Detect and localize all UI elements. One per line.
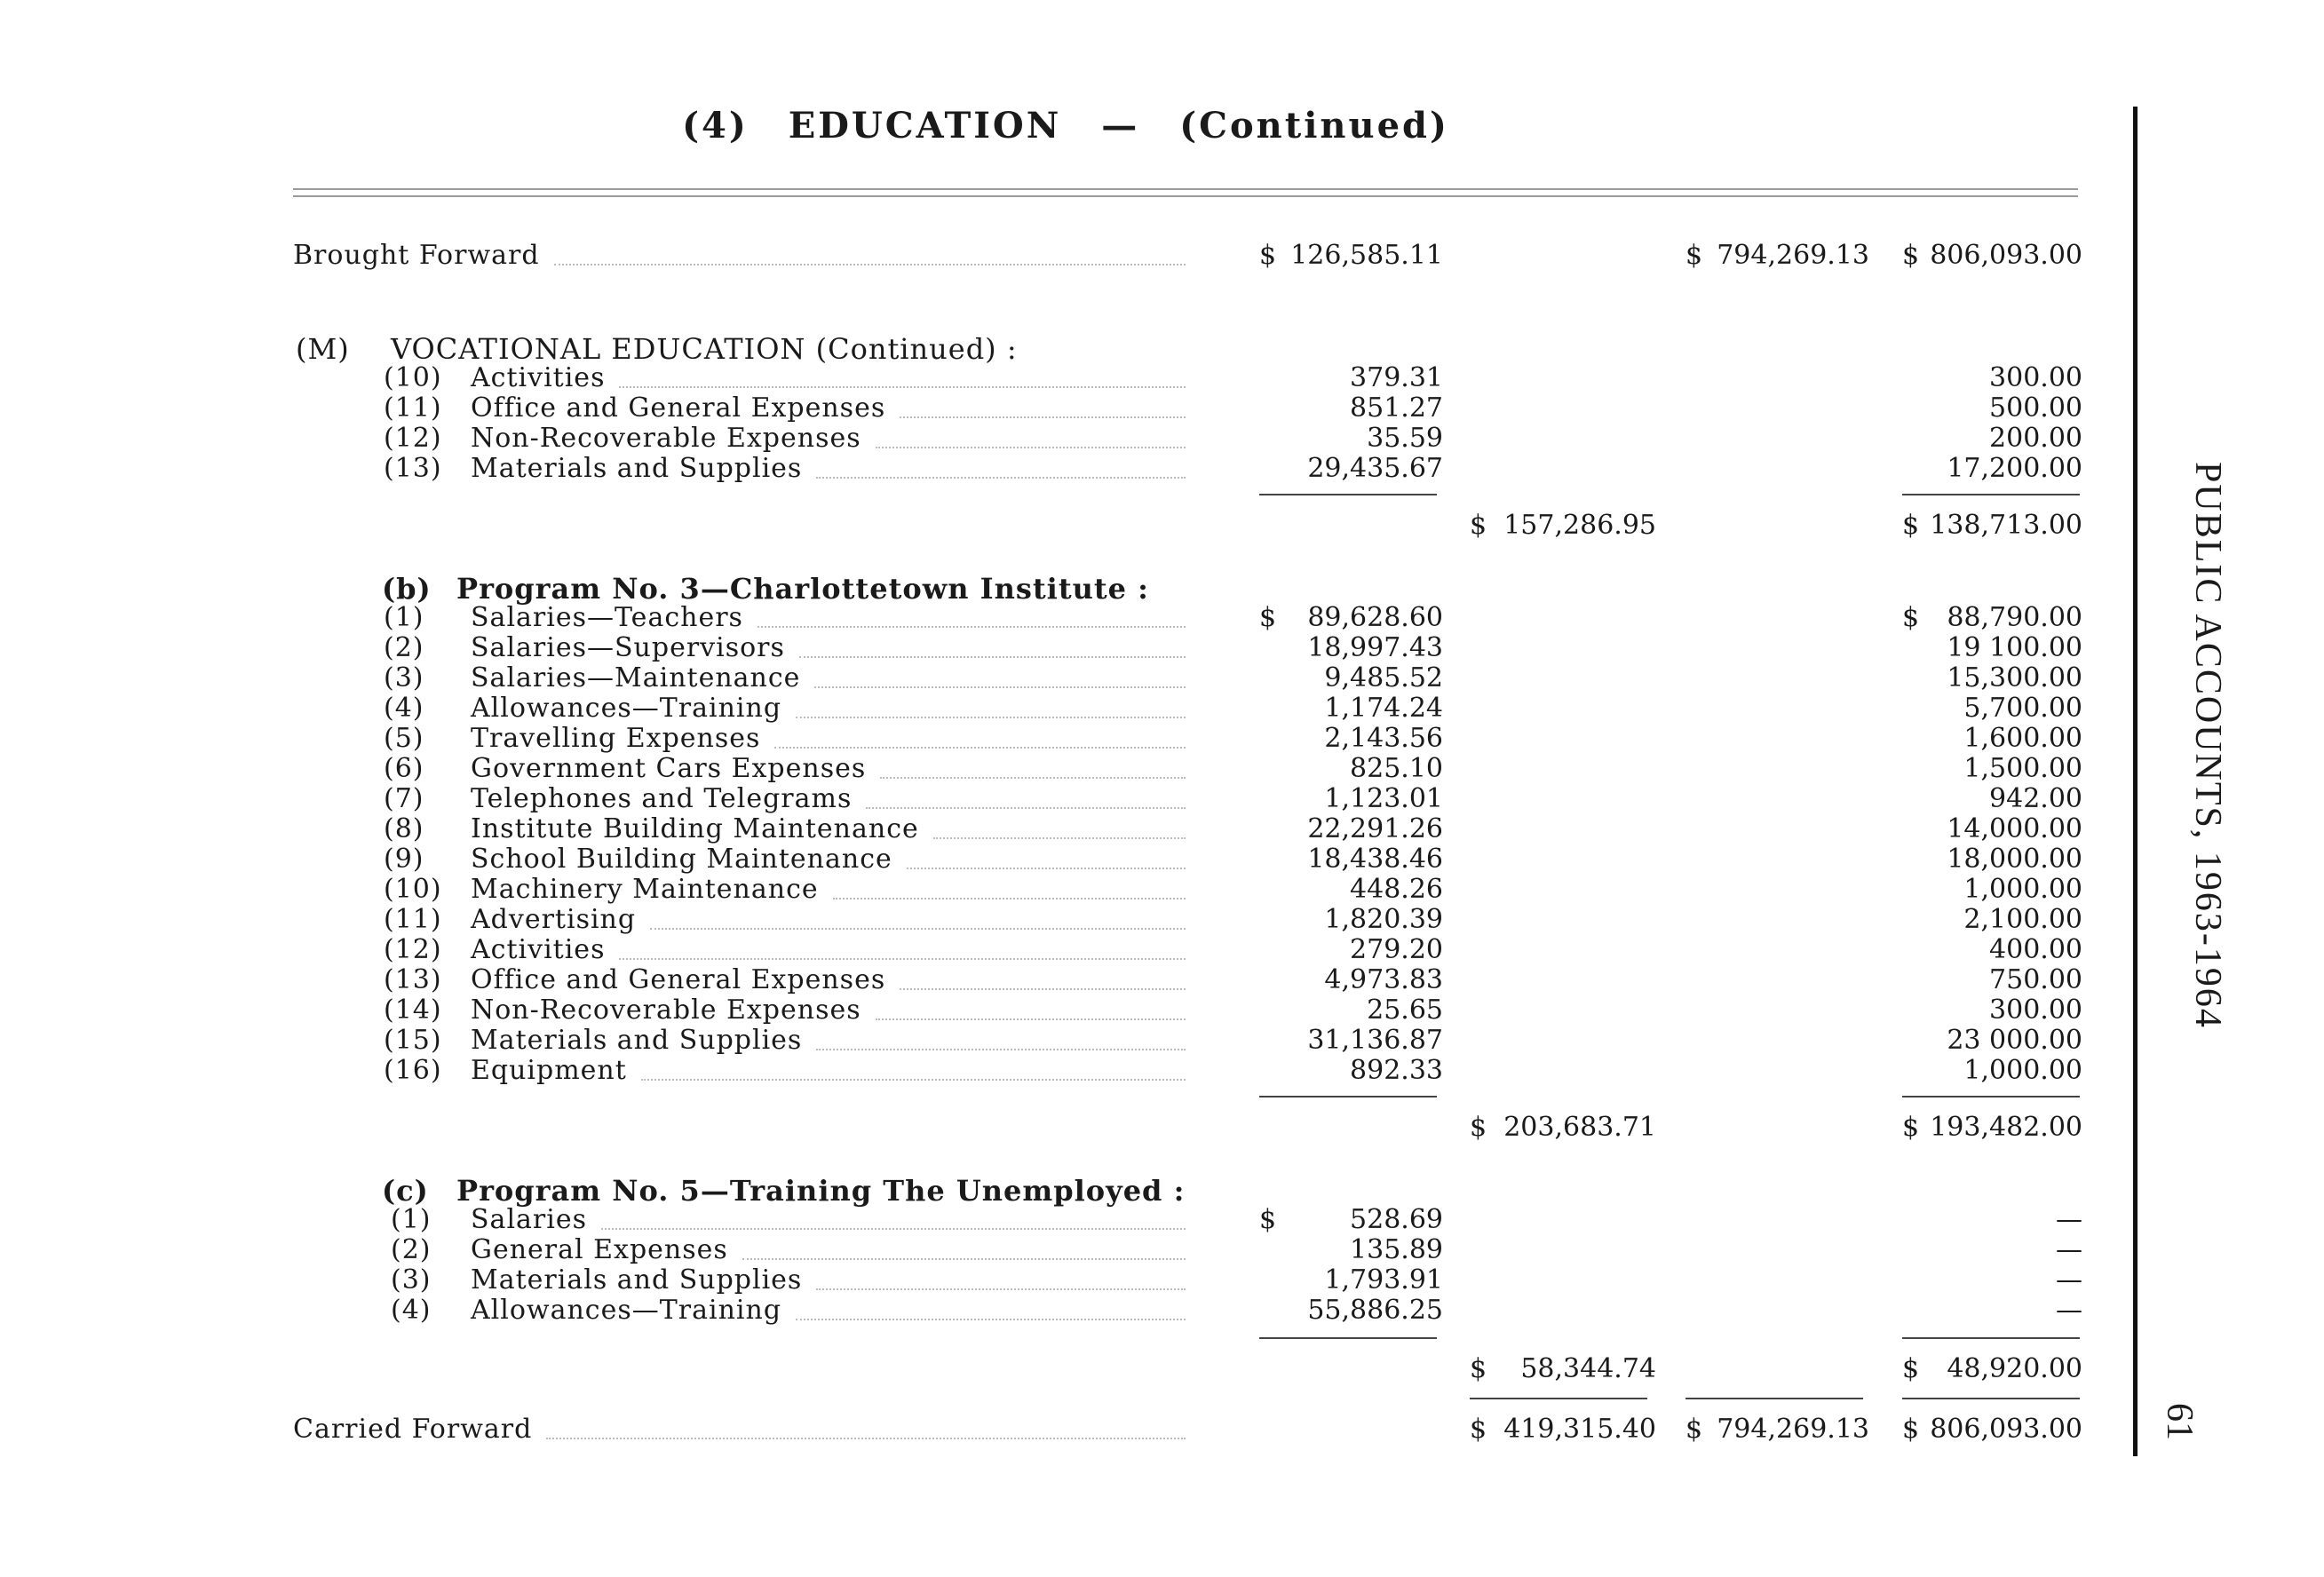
subtotal-rule — [1902, 1096, 2080, 1098]
amount-col1: 29,435.67 — [1307, 453, 1443, 484]
currency-sign: $ — [1259, 1204, 1277, 1235]
amount-col1: 851.27 — [1350, 392, 1443, 424]
line-item-row — [0, 632, 2131, 662]
item-number: (11) — [384, 904, 442, 935]
amount-col4: 14,000.00 — [1947, 813, 2082, 844]
title-continued: (Continued) — [1179, 105, 1449, 147]
amount-col4: 942.00 — [1989, 783, 2082, 814]
item-label: Allowances—Training — [471, 693, 782, 724]
item-number: (1) — [384, 602, 424, 633]
currency-sign: $ — [1902, 510, 1920, 541]
amount-col4: 806,093.00 — [1930, 240, 2082, 271]
item-number: (14) — [384, 995, 442, 1026]
section-heading-vocational — [0, 332, 2131, 366]
currency-sign: $ — [1902, 1414, 1920, 1445]
item-label: Materials and Supplies — [471, 453, 803, 484]
amount-col4: 806,093.00 — [1930, 1414, 2082, 1445]
leader-dots — [866, 807, 1186, 809]
amount-col4: 19 100.00 — [1947, 632, 2082, 663]
line-item-row — [0, 602, 2131, 632]
leader-dots — [814, 686, 1186, 688]
line-item-row — [0, 1055, 2131, 1085]
amount-col4: — — [2056, 1204, 2082, 1235]
line-item-row — [0, 1264, 2131, 1295]
leader-dots — [933, 837, 1186, 839]
item-label: Materials and Supplies — [471, 1264, 803, 1296]
leader-dots — [907, 868, 1186, 869]
amount-col4: 1,600.00 — [1963, 723, 2082, 754]
currency-sign: $ — [1470, 1112, 1487, 1143]
item-label: Salaries—Maintenance — [471, 662, 801, 693]
item-number: (10) — [384, 874, 442, 905]
leader-dots — [900, 416, 1186, 418]
amount-col4: 1,000.00 — [1963, 1055, 2082, 1086]
item-number: (8) — [384, 813, 424, 844]
total-rule — [1685, 1398, 1863, 1399]
amount-col4: 15,300.00 — [1947, 662, 2082, 693]
item-number: (4) — [391, 1295, 432, 1326]
amount-col3: 794,269.13 — [1717, 240, 1869, 271]
line-item-row — [0, 753, 2131, 783]
amount-col1: 135.89 — [1350, 1234, 1443, 1265]
currency-sign: $ — [1902, 602, 1920, 633]
item-label: Salaries — [471, 1204, 588, 1235]
amount-col4: 18,000.00 — [1947, 844, 2082, 875]
amount-col4: 300.00 — [1989, 995, 2082, 1026]
line-item-row — [0, 904, 2131, 934]
line-item-row — [0, 1204, 2131, 1234]
page-title — [0, 105, 2131, 147]
line-item-row — [0, 723, 2131, 753]
section-letter: (b) — [382, 572, 432, 606]
amount-col1: 2,143.56 — [1324, 723, 1443, 754]
item-number: (1) — [391, 1204, 432, 1235]
leader-dots — [546, 1438, 1186, 1439]
line-item-row — [0, 1295, 2131, 1325]
item-label: Allowances—Training — [471, 1295, 782, 1326]
amount-col4: 88,790.00 — [1947, 602, 2082, 633]
amount-col2: 419,315.40 — [1503, 1414, 1656, 1445]
amount-col4: 17,200.00 — [1947, 453, 2082, 484]
item-label: General Expenses — [471, 1234, 728, 1265]
item-label: Materials and Supplies — [471, 1025, 803, 1056]
item-number: (4) — [384, 693, 424, 724]
carried-forward-row — [0, 1414, 2131, 1444]
subtotal-rule — [1259, 1337, 1437, 1339]
amount-col1: 279.20 — [1350, 934, 1443, 965]
amount-col1: 35.59 — [1367, 423, 1443, 454]
amount-col1: 89,628.60 — [1307, 602, 1443, 633]
amount-col4: 48,920.00 — [1947, 1353, 2082, 1384]
leader-dots — [619, 958, 1186, 960]
section-heading: Program No. 5—Training The Unemployed : — [456, 1174, 1186, 1208]
leader-dots — [601, 1228, 1186, 1230]
currency-sign: $ — [1902, 240, 1920, 271]
leader-dots — [880, 777, 1186, 779]
amount-col1: 528.69 — [1350, 1204, 1443, 1235]
line-item-row — [0, 964, 2131, 995]
item-number: (13) — [384, 964, 442, 995]
leader-dots — [641, 1079, 1186, 1081]
amount-col4: 193,482.00 — [1930, 1112, 2082, 1143]
amount-col1: 22,291.26 — [1307, 813, 1443, 844]
leader-dots — [876, 1018, 1186, 1020]
item-label: Activities — [471, 362, 606, 393]
item-number: (6) — [384, 753, 424, 784]
total-rule — [1470, 1398, 1647, 1399]
currency-sign: $ — [1470, 1353, 1487, 1384]
amount-col4: 5,700.00 — [1963, 693, 2082, 724]
amount-col4: 750.00 — [1989, 964, 2082, 995]
item-label: Advertising — [471, 904, 637, 935]
brought-forward-row — [0, 240, 2131, 270]
amount-col1: 25.65 — [1367, 995, 1443, 1026]
currency-sign: $ — [1259, 602, 1277, 633]
item-number: (5) — [384, 723, 424, 754]
amount-col3: 794,269.13 — [1717, 1414, 1869, 1445]
row-label: Carried Forward — [293, 1414, 533, 1445]
item-label: Office and General Expenses — [471, 392, 886, 424]
item-label: School Building Maintenance — [471, 844, 892, 875]
amount-col1: 1,174.24 — [1324, 693, 1443, 724]
amount-col1: 18,438.46 — [1307, 844, 1443, 875]
leader-dots — [799, 656, 1186, 658]
currency-sign: $ — [1902, 1353, 1920, 1384]
subtotal-rule — [1259, 1096, 1437, 1098]
amount-col2: 203,683.71 — [1503, 1112, 1656, 1143]
leader-dots — [796, 1319, 1186, 1320]
amount-col4: 2,100.00 — [1963, 904, 2082, 935]
section-letter: (c) — [382, 1174, 429, 1208]
amount-col1: 18,997.43 — [1307, 632, 1443, 663]
currency-sign: $ — [1470, 1414, 1487, 1445]
item-number: (12) — [384, 934, 442, 965]
amount-col2: 58,344.74 — [1520, 1353, 1656, 1384]
item-number: (11) — [384, 392, 442, 424]
section-number: (4) — [682, 105, 749, 147]
item-number: (2) — [384, 632, 424, 663]
line-item-row — [0, 1025, 2131, 1055]
item-label: Office and General Expenses — [471, 964, 886, 995]
amount-col2: 157,286.95 — [1503, 510, 1656, 541]
line-item-row — [0, 453, 2131, 483]
leader-dots — [900, 988, 1186, 990]
item-number: (15) — [384, 1025, 442, 1056]
subtotal-rule — [1259, 494, 1437, 495]
leader-dots — [796, 717, 1186, 718]
item-label: Non-Recoverable Expenses — [471, 423, 861, 454]
running-head: PUBLIC ACCOUNTS, 1963-1964 — [2187, 462, 2228, 1029]
header-rule-top — [293, 188, 2078, 190]
item-label: Activities — [471, 934, 606, 965]
amount-col4: — — [2056, 1264, 2082, 1296]
item-number: (10) — [384, 362, 442, 393]
amount-col1: 892.33 — [1350, 1055, 1443, 1086]
line-item-row — [0, 874, 2131, 904]
item-number: (3) — [384, 662, 424, 693]
item-label: Non-Recoverable Expenses — [471, 995, 861, 1026]
section-title: EDUCATION — [788, 105, 1062, 147]
subtotal-row — [0, 1353, 2131, 1383]
item-label: Travelling Expenses — [471, 723, 761, 754]
amount-col1: 31,136.87 — [1307, 1025, 1443, 1056]
item-label: Equipment — [471, 1055, 627, 1086]
currency-sign: $ — [1902, 1112, 1920, 1143]
leader-dots — [742, 1258, 1186, 1260]
side-divider — [2133, 107, 2138, 1456]
leader-dots — [554, 264, 1186, 265]
section-heading-program5 — [0, 1174, 2131, 1208]
leader-dots — [757, 626, 1186, 628]
line-item-row — [0, 813, 2131, 844]
line-item-row — [0, 844, 2131, 874]
amount-col1: 9,485.52 — [1324, 662, 1443, 693]
leader-dots — [650, 928, 1186, 930]
item-number: (7) — [384, 783, 424, 814]
amount-col1: 825.10 — [1350, 753, 1443, 784]
currency-sign: $ — [1685, 1414, 1703, 1445]
amount-col1: 1,820.39 — [1324, 904, 1443, 935]
amount-col1: 126,585.11 — [1290, 240, 1443, 271]
amount-col4: 300.00 — [1989, 362, 2082, 393]
line-item-row — [0, 783, 2131, 813]
item-number: (13) — [384, 453, 442, 484]
amount-col4: 400.00 — [1989, 934, 2082, 965]
item-label: Salaries—Supervisors — [471, 632, 785, 663]
item-label: Institute Building Maintenance — [471, 813, 919, 844]
leader-dots — [876, 447, 1186, 448]
leader-dots — [619, 386, 1186, 388]
section-letter: (M) — [296, 332, 350, 366]
item-label: Telephones and Telegrams — [471, 783, 853, 814]
item-label: Machinery Maintenance — [471, 874, 819, 905]
title-dash: — — [1101, 105, 1140, 147]
page-number: 61 — [2159, 1403, 2200, 1440]
line-item-row — [0, 995, 2131, 1025]
amount-col1: 55,886.25 — [1307, 1295, 1443, 1326]
currency-sign: $ — [1685, 240, 1703, 271]
subtotal-rule — [1902, 1337, 2080, 1339]
amount-col4: — — [2056, 1295, 2082, 1326]
subtotal-row — [0, 510, 2131, 540]
line-item-row — [0, 693, 2131, 723]
amount-col4: 1,500.00 — [1963, 753, 2082, 784]
section-heading-program3 — [0, 572, 2131, 606]
currency-sign: $ — [1259, 240, 1277, 271]
total-rule — [1902, 1398, 2080, 1399]
amount-col4: 200.00 — [1989, 423, 2082, 454]
line-item-row — [0, 392, 2131, 423]
leader-dots — [816, 477, 1186, 479]
amount-col1: 448.26 — [1350, 874, 1443, 905]
section-heading: Program No. 3—Charlottetown Institute : — [456, 572, 1149, 606]
line-item-row — [0, 934, 2131, 964]
amount-col1: 4,973.83 — [1324, 964, 1443, 995]
amount-col4: 500.00 — [1989, 392, 2082, 424]
item-label: Salaries—Teachers — [471, 602, 743, 633]
item-number: (3) — [391, 1264, 432, 1296]
amount-col4: — — [2056, 1234, 2082, 1265]
amount-col1: 1,793.91 — [1324, 1264, 1443, 1296]
amount-col1: 1,123.01 — [1324, 783, 1443, 814]
item-number: (16) — [384, 1055, 442, 1086]
amount-col4: 23 000.00 — [1947, 1025, 2082, 1056]
item-number: (12) — [384, 423, 442, 454]
item-label: Government Cars Expenses — [471, 753, 867, 784]
line-item-row — [0, 423, 2131, 453]
subtotal-row — [0, 1112, 2131, 1142]
amount-col4: 1,000.00 — [1963, 874, 2082, 905]
amount-col1: 379.31 — [1350, 362, 1443, 393]
row-label: Brought Forward — [293, 240, 540, 271]
item-number: (9) — [384, 844, 424, 875]
line-item-row — [0, 662, 2131, 693]
line-item-row — [0, 362, 2131, 392]
leader-dots — [816, 1288, 1186, 1290]
leader-dots — [774, 747, 1186, 749]
currency-sign: $ — [1470, 510, 1487, 541]
section-heading: VOCATIONAL EDUCATION (Continued) : — [391, 332, 1018, 366]
header-rule-bottom — [293, 195, 2078, 197]
leader-dots — [816, 1049, 1186, 1050]
line-item-row — [0, 1234, 2131, 1264]
subtotal-rule — [1902, 494, 2080, 495]
leader-dots — [833, 898, 1186, 899]
item-number: (2) — [391, 1234, 432, 1265]
amount-col4: 138,713.00 — [1930, 510, 2082, 541]
